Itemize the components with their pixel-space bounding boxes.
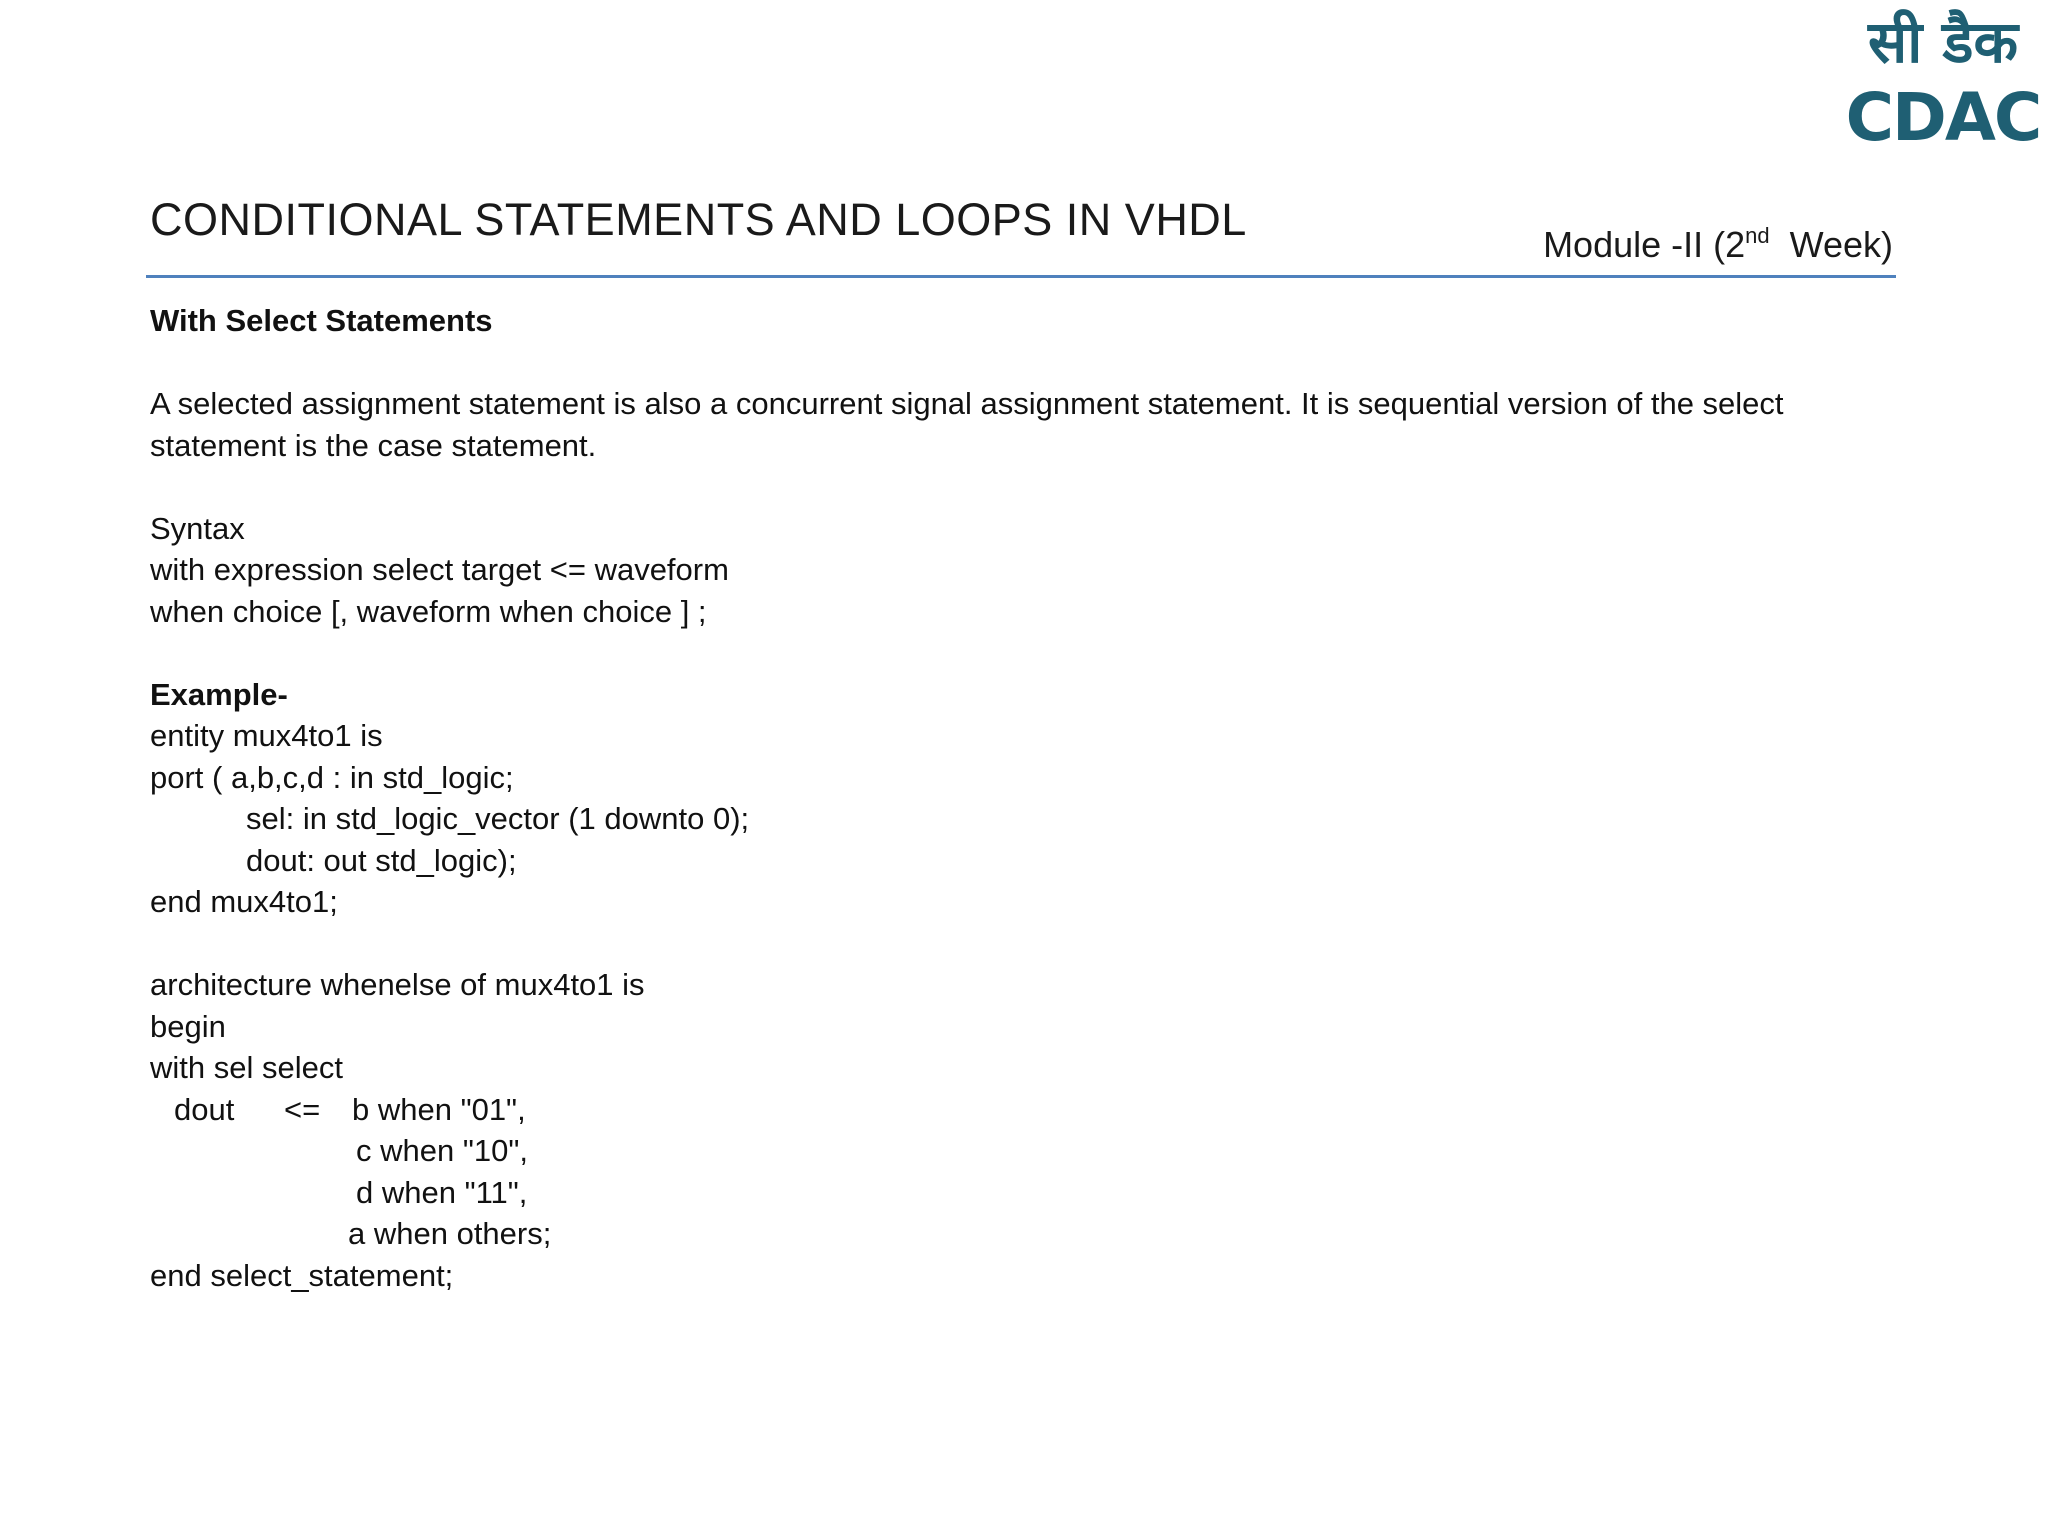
code-line: with sel select [150, 1050, 343, 1085]
assignment-line [150, 1089, 1910, 1131]
assign-choice: a when others; [348, 1216, 552, 1251]
assign-choice: c when "10", [356, 1133, 528, 1168]
code-line: dout: out std_logic); [246, 842, 517, 878]
syntax-line: when choice [, waveform when choice ] ; [150, 593, 707, 629]
slide-title: CONDITIONAL STATEMENTS AND LOOPS IN VHDL [150, 194, 1247, 245]
spacer [150, 632, 1910, 674]
section-description: A selected assignment statement is also a concurrent signal assignment statement. It is sequential version of the select statement is the case statement. [150, 386, 1784, 463]
logo-hindi-text: सी डैक [1868, 8, 2018, 76]
section-heading: With Select Statements [150, 303, 493, 338]
code-line: architecture whenelse of mux4to1 is [150, 967, 645, 1002]
syntax-line: with expression select target <= waveform [150, 552, 729, 587]
spacer [150, 923, 1910, 965]
cdac-logo-graphic [1838, 0, 2048, 150]
spacer [150, 342, 1910, 384]
code-line: entity mux4to1 is [150, 718, 383, 753]
module-prefix: Module -II (2 [1543, 224, 1746, 265]
module-superscript: nd [1745, 223, 1770, 248]
module-label [1543, 222, 1893, 268]
slide-content [150, 300, 1910, 1296]
assign-target: dout [174, 1091, 235, 1127]
logo-latin-text: CDAC [1845, 79, 2041, 150]
example-label: Example- [150, 676, 288, 712]
code-line: begin [150, 1008, 226, 1044]
spacer [150, 466, 1910, 508]
code-line: end select_statement; [150, 1257, 454, 1293]
assign-choice: b when "01", [352, 1091, 526, 1127]
code-line: sel: in std_logic_vector (1 downto 0); [246, 801, 750, 836]
code-line: port ( a,b,c,d : in std_logic; [150, 759, 514, 795]
header-divider [146, 275, 1896, 278]
assign-choice: d when "11", [356, 1174, 528, 1210]
syntax-label: Syntax [150, 510, 245, 546]
module-suffix: Week) [1769, 224, 1893, 265]
code-line: end mux4to1; [150, 884, 338, 919]
cdac-logo [1838, 0, 2048, 150]
assign-operator: <= [284, 1091, 321, 1127]
